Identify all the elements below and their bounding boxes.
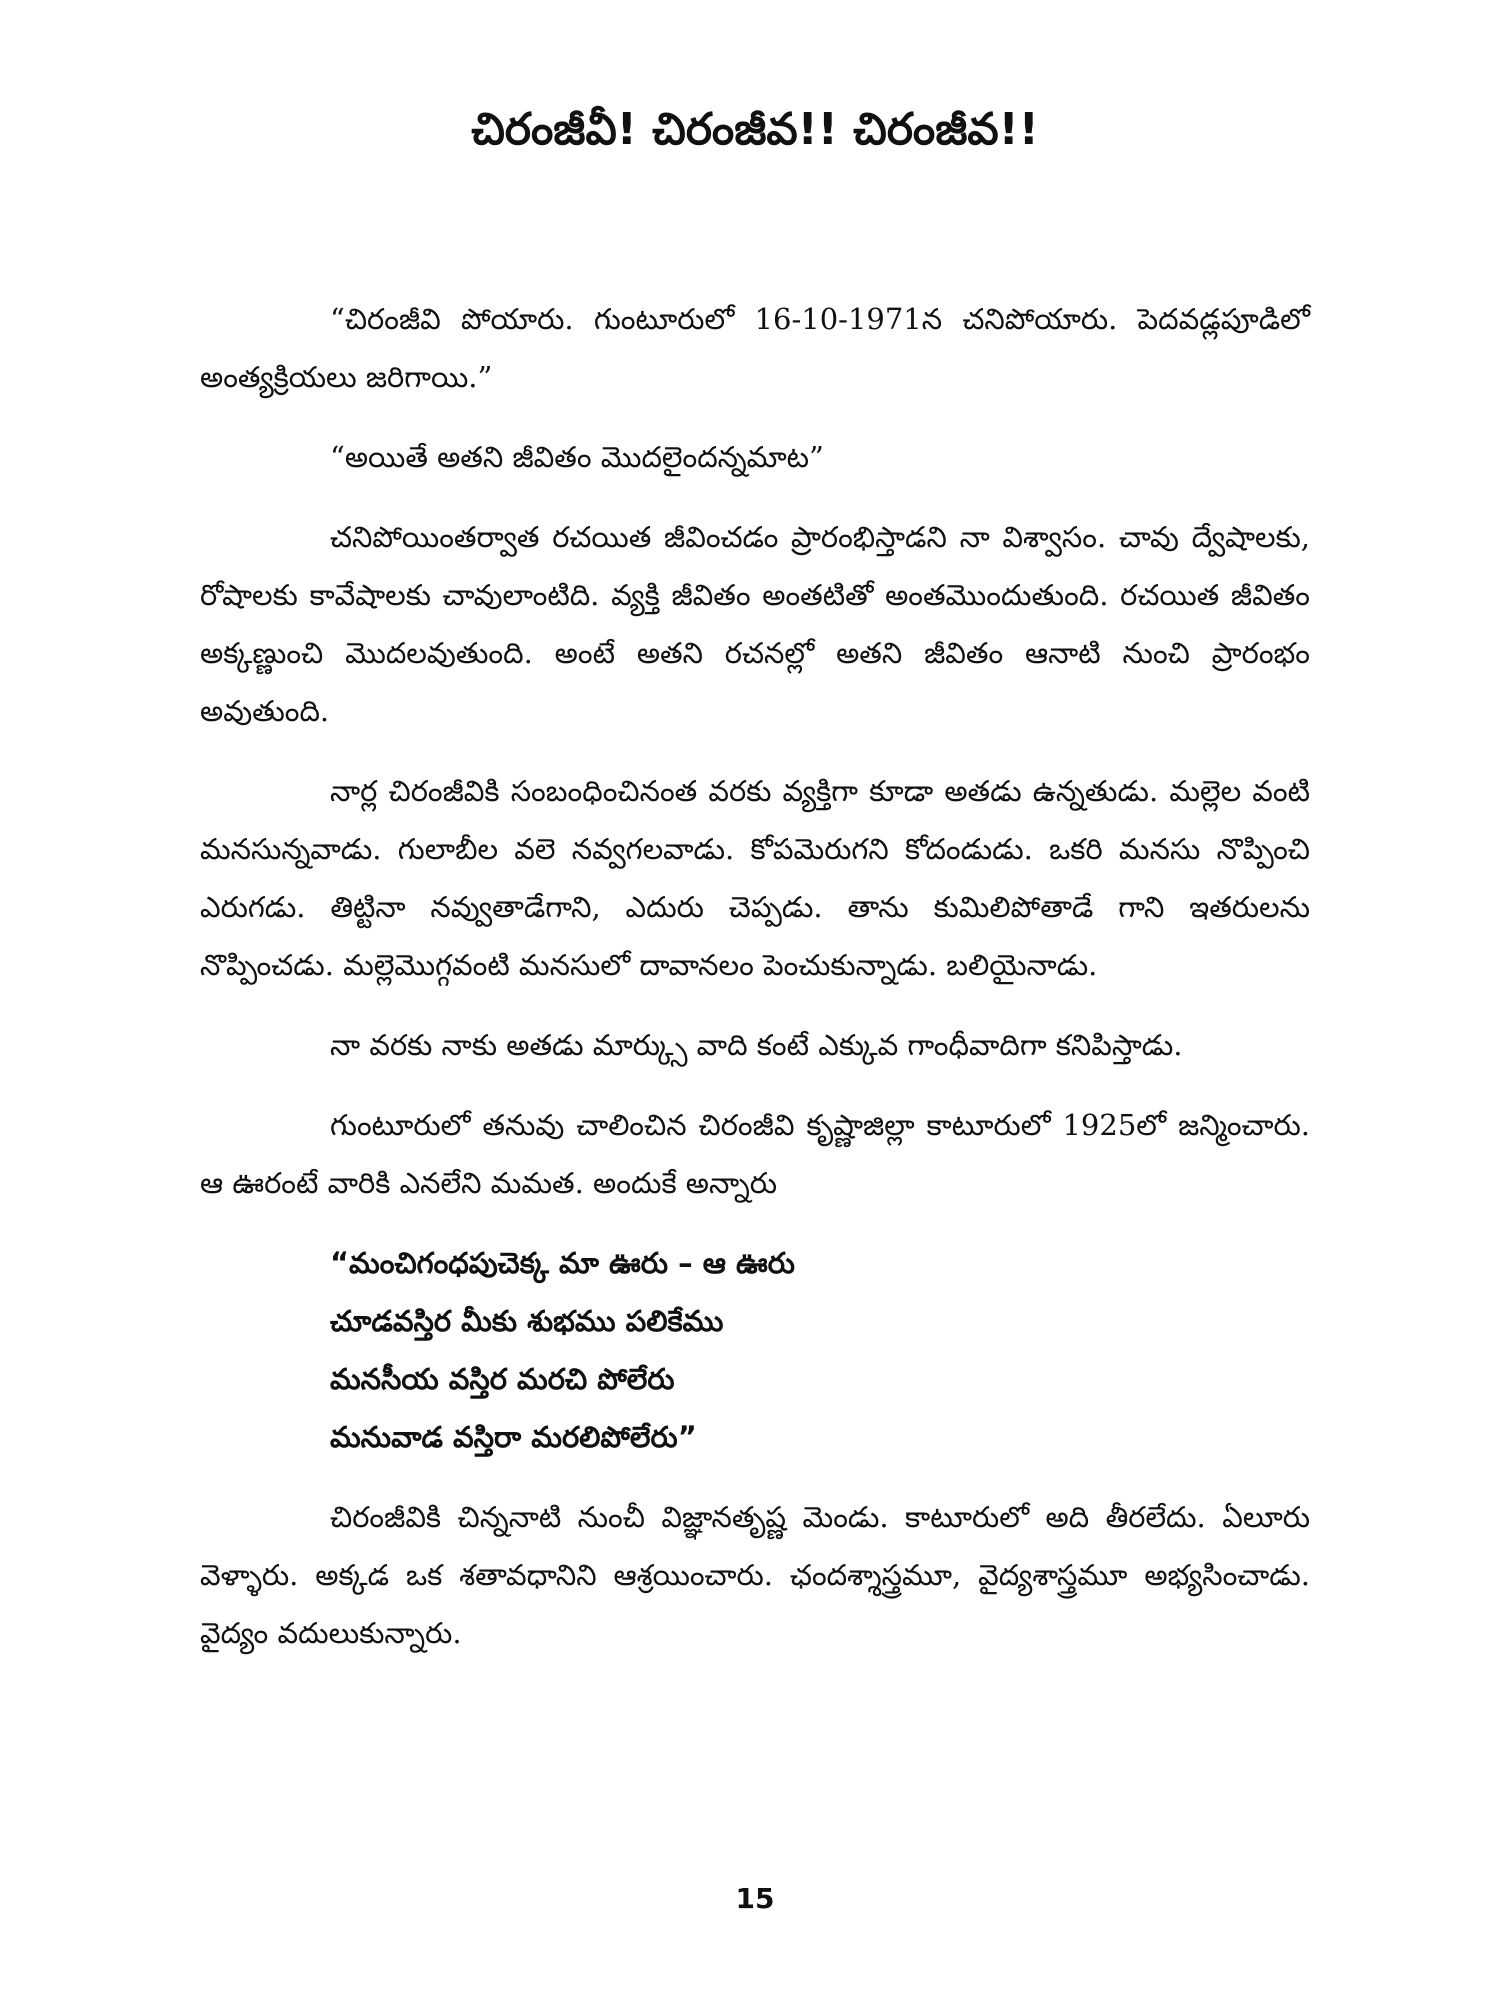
closing-paragraph: చిరంజీవికి చిన్ననాటి నుంచీ విజ్ఞానతృష్ణ మెండు. కాటూరులో అది తీరలేదు. ఏలూరు వెళ్ళారు. అక్కడ ఒక శతావధానిని ఆశ్రయించారు. ఛందశ్శాస్త్రమూ, వైద్యశాస్త్రమూ అభ్యసించాడు. వైద్యం వదులుకున్నారు. xyxy=(200,1500,1310,1650)
document-page xyxy=(200,0,1310,2000)
paragraph-4: నార్ల చిరంజీవికి సంబంధించినంత వరకు వ్యక్తిగా కూడా అతడు ఉన్నతుడు. మల్లెల వంటి మనసున్నవాడు. గులాబీల వలె నవ్వగలవాడు. కోపమెరుగని కోదండుడు. ఒకరి మనసు నొప్పించి ఎరుగడు. తిట్టినా నవ్వుతాడేగాని, ఎదురు చెప్పడు. తాను కుమిలిపోతాడే గాని ఇతరులను నొప్పించడు. మల్లెమొగ్గవంటి మనసులో దావానలం పెంచుకున్నాడు. బలియైనాడు. xyxy=(200,774,1310,982)
poem-line-3: మనసీయ వస్తిర మరచి పోలేరు xyxy=(330,1362,675,1396)
page-title: చిరంజీవీ! చిరంజీవ!! చిరంజీవ!! xyxy=(471,104,1039,155)
paragraph-6: గుంటూరులో తనువు చాలించిన చిరంజీవి కృష్ణాజిల్లా కాటూరులో 1925లో జన్మించారు. ఆ ఊరంటే వారికి ఎనలేని మమత. అందుకే అన్నారు xyxy=(200,1108,1310,1200)
paragraph-5: నా వరకు నాకు అతడు మార్క్సు వాది కంటే ఎక్కువ గాంధీవాదిగా కనిపిస్తాడు. xyxy=(330,1028,1183,1062)
page-number: 15 xyxy=(735,1882,775,1915)
paragraph-3: చనిపోయింతర్వాత రచయిత జీవించడం ప్రారంభిస్తాడని నా విశ్వాసం. చావు ద్వేషాలకు, రోషాలకు కావేషాలకు చావులాంటిది. వ్యక్తి జీవితం అంతటితో అంతమొందుతుంది. రచయిత జీవితం అక్కణ్ణుంచి మొదలవుతుంది. అంటే అతని రచనల్లో అతని జీవితం ఆనాటి నుంచి ప్రారంభం అవుతుంది. xyxy=(200,520,1310,728)
poem-line-2: చూడవస్తిర మీకు శుభము పలికేము xyxy=(330,1304,724,1338)
poem-block xyxy=(330,1234,1310,1466)
poem-line-1: “మంచిగంధపుచెక్క మా ఊరు – ఆ ఊరు xyxy=(330,1246,795,1280)
paragraph-2: “అయితే అతని జీవితం మొదలైందన్నమాట” xyxy=(330,440,824,474)
paragraph-1: “చిరంజీవి పోయారు. గుంటూరులో 16-10-1971న చనిపోయారు. పెదవడ్లపూడిలో అంత్యక్రియలు జరిగాయి.” xyxy=(200,302,1310,394)
poem-line-4: మనువాడ వస్తిరా మరలిపోలేరు” xyxy=(330,1420,697,1454)
document-body xyxy=(200,290,1310,1684)
